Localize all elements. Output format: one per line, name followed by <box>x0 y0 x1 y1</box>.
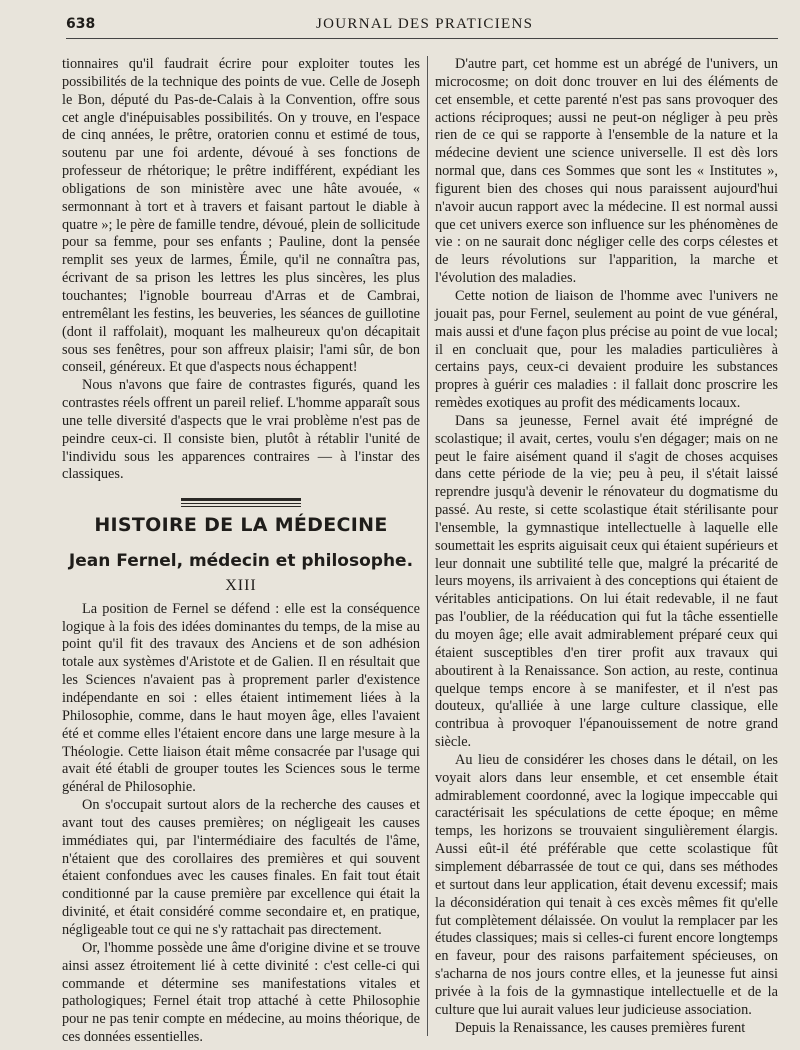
left-column <box>62 56 420 1047</box>
right-column <box>435 56 778 1037</box>
paragraph: Depuis la Renaissance, les causes premières furent <box>455 1019 746 1036</box>
paragraph: Dans sa jeunesse, Fernel avait été imprégné de scolastique; il avait, certes, voulu s'en dégager; mais on ne peut le faire aisément quand il s'agit de choses acquises dans cette période de la vie; peu à peu, il s'était laissé reprendre jusqu'à devenir le rénovateur du dogmatisme du passé. Au reste, si cette scolastique était stérilisante pour l'ensemble, la gymnastique intellectuelle à laquelle elle soumettait les esprits aiguisait ceux qui étaient supérieurs et leur donnait une subtilité telle que, malgré la précarité de leurs moyens, ils arrivaient à des conceptions qui étaient de véritables anticipations. On lui était redevable, il ne faut pas l'oublier, de la rééducation qui fut la tâche essentielle du moyen âge; elle avait admirablement préparé ceux qui étaient susceptibles d'en tirer profit aux travaux qui aboutirent à la Renaissance. Son action, au reste, continua quelque temps encore à se manifester, et il n'est pas douteux, qu'alliée à une large culture classique, elle contribua à provoquer l'épanouissement de notre grand siècle. <box>435 412 778 751</box>
paragraph: Or, l'homme possède une âme d'origine divine et se trouve ainsi assez étroitement lié à cette divinité : c'est celle-ci qui commande et détermine ses manifestations vitales et pathologiques; Fernel était trop attaché à cette Philosophie pour ne pas tenir compte en médecine, au moins théorique, de ces données essentielles. <box>62 939 420 1046</box>
journal-title: JOURNAL DES PRATICIENS <box>316 16 534 32</box>
section-ornament-rule <box>181 498 301 507</box>
section-title: HISTOIRE DE LA MÉDECINE <box>94 514 388 537</box>
paragraph: Cette notion de liaison de l'homme avec l'univers ne jouait pas, pour Fernel, seulement au point de vue général, mais aussi et d'une façon plus précise au point de vue local; il en concluait que, pour les maladies particulières à certains pays, ceux-ci devaient produire les substances propres à guérir ces maladies : il fallait donc proscrire les remèdes exotiques au profit des médicaments locaux. <box>435 287 778 412</box>
paragraph: La position de Fernel se défend : elle est la conséquence logique à la fois des idées dominantes du temps, de la mise au point qu'il fit des travaux des Anciens et de son adhésion totale aux systèmes d'Aristote et de Galien. Il en résultait que les Sciences n'avaient pas à proprement parler d'existence indépendante en soi : elles étaient intimement liées à la Philosophie, comme, dans le haut moyen âge, elles l'avaient été et comme elles l'étaient encore dans une large mesure à la Théologie. Cette liaison était même consacrée par l'usage qui avait été établi de grouper toutes les Sciences sous le terme général de Philosophie. <box>62 600 420 796</box>
paragraph: tionnaires qu'il faudrait écrire pour exploiter toutes les possibilités de la technique des points de vue. Celle de Joseph le Bon, député du Pas-de-Calais à la Convention, offre sous cet angle d'inépuisables possibilités. On y trouve, en l'espace de cinq années, le prêtre, oratorien connu et estimé de tous, soutenu par une foi ardente, dévoué à ses fonctions de professeur de rhétorique; le prêtre indifférent, expédiant les obligations de son ministère avec une hâte avouée, « sermonnant à tort et à travers et faisant partout le diable à quatre »; le père de famille tendre, dévoué, plein de sollicitude pour sa femme, pour ses enfants ; Pauline, dont la pensée remplit ses yeux de larmes, Émile, qu'il ne connaîtra pas, écrivant de sa prison les lettres les plus sincères, les plus touchantes; l'ignoble bourreau d'Arras et de Cambrai, entremêlant les festins, les beuveries, les séances de guillotine (dont il raffolait), moquant les malheureux qu'on décapitait sous ses fenêtres, pour son affreux plaisir; l'ami sûr, de bon conseil, généreux. Et que d'aspects nous échappent! <box>62 56 420 376</box>
paragraph: On s'occupait surtout alors de la recherche des causes et avant tout des causes premières; on négligeait les causes immédiates qui, par l'intermédiaire des facultés de l'âme, n'étaient que des corollaires des premières et qui souvent étaient confondues avec les causes finales. En fait tout était conditionné par la cause première par excellence qui était la divinité, et était considéré comme secondaire et, en pratique, négligeable tout ce qui ne s'y rattachait pas directement. <box>62 797 420 938</box>
chapter-number: XIII <box>225 576 257 594</box>
header-rule <box>66 38 778 39</box>
page-number: 638 <box>66 16 96 32</box>
paragraph: D'autre part, cet homme est un abrégé de l'univers, un microcosme; on doit donc trouver en lui des éléments de cet ensemble, et cette parenté n'est pas sans provoquer des actions réciproques; aussi ne peut-on négliger à peu près rien de ce qui se rapporte à l'ensemble de la nature et la médecine devient une science universelle. Il est dès lors normal que, dans ces Sommes que sont les « Institutes », figurent bien des choses qui nous paraissent aujourd'hui n'avoir aucun rapport avec la médecine. Il est normal aussi que cet univers exerce son influence sur les phénomènes de vie : on ne saurait donc négliger celle des corps célestes et de leurs révolutions sur l'apparition, la marche et l'évolution des maladies. <box>435 56 778 287</box>
paragraph: Nous n'avons que faire de contrastes figurés, quand les contrastes réels offrent un pareil relief. L'homme apparaît sous une telle diversité d'aspects que le vrai problème n'est pas de peindre ceux-ci. Il consiste bien, plutôt à rétablir l'unité de l'individu sous les apparences contraires — à l'instar des classiques. <box>62 377 420 483</box>
paragraph: Au lieu de considérer les choses dans le détail, on les voyait alors dans leur ensemble, et cet ensemble était admirablement coordonné, avec la logique impeccable qui caractérisait les spéculations de cette époque; en même temps, les horizons se trouvaient singulièrement élargis. Aussi eût-il été préférable que cette scolastique fût simplement débarrassée de tout ce qui, dans ses méthodes et surtout dans leur application, était devenu excessif; mais la déconsidération qui tenait à ces excès mêmes fit qu'elle fut complètement délaissée. On voulut la remplacer par les études classiques; mais si celles-ci furent encore longtemps en faveur, pour des raisons parfaitement spécieuses, on s'acharna de nos jours contre elles, et la jeunesse fut ainsi privée à la fois de la gymnastique intellectuelle et de la culture que lui aurait values leur judicieuse association. <box>435 751 778 1018</box>
column-divider <box>427 56 428 1036</box>
article-title: Jean Fernel, médecin et philosophe. <box>68 551 414 572</box>
page-header <box>66 14 778 38</box>
